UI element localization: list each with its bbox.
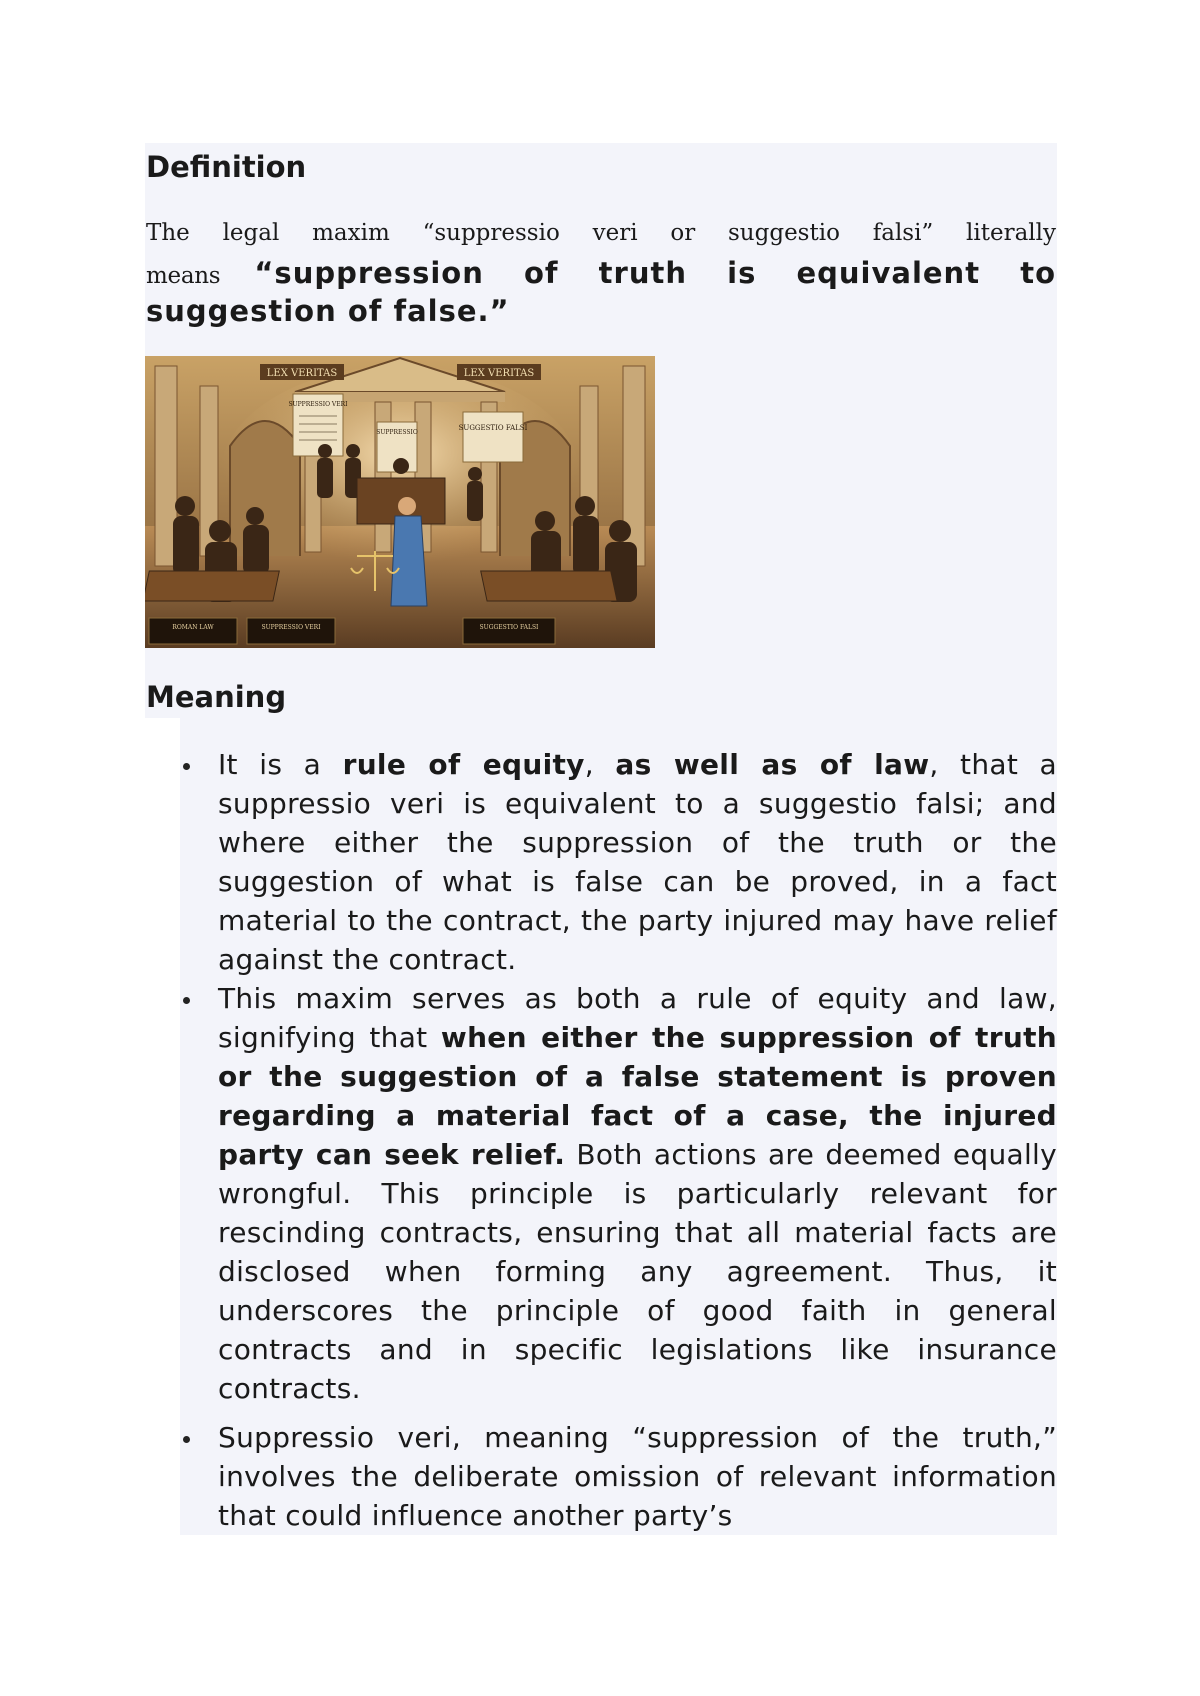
plaque-right: SUGGESTIO FALSI: [479, 624, 539, 631]
definition-quote-part-2: suggestion of false.”: [146, 294, 510, 328]
bullet-icon: [183, 763, 190, 770]
definition-heading: Definition: [146, 150, 307, 184]
bullet2-bold-1: when either the suppression of truth or the suggestion of a false statement is proven regarding a material fact of a case, the injured party can seek relief.: [218, 1021, 1057, 1171]
definition-paragraph: [146, 220, 1056, 334]
scroll-left-title: SUPPRESSIO VERI: [288, 401, 348, 408]
bullet1-bold-2: as well as of law: [615, 748, 930, 781]
list-item: [180, 1418, 1057, 1535]
plaque-center: SUPPRESSIO VERI: [261, 624, 321, 631]
bullet-icon: [183, 997, 190, 1004]
meaning-heading: Meaning: [146, 680, 287, 714]
bullet1-text-3: , that a suppressio veri is equivalent to a suggestio falsi; and where either the suppression of the truth or the suggestion of what is false can be proved, in a fact material to the contract, the party injured may have relief against the contract.: [218, 748, 1058, 976]
scroll-center: SUPPRESSIO: [376, 429, 418, 436]
bullet1-text-2: ,: [584, 748, 616, 781]
bullet2-text-2: Both actions are deemed equally wrongful. This principle is particularly relevant for rescinding contracts, ensuring that all material facts are disclosed when forming any agreement. Thus, it underscores the principle of good faith in general contracts and in specific legislations like insurance contracts.: [218, 1138, 1057, 1405]
bullet2-text-1: This maxim serves as both a rule of equity and law, signifying that: [218, 982, 1057, 1054]
definition-means: means: [146, 263, 221, 289]
list-item: [180, 979, 1057, 1408]
definition-line-1: The legal maxim “suppressio veri or suggestio falsi” literally: [146, 220, 1056, 246]
bullet1-text-1: It is a: [218, 748, 343, 781]
meaning-list: [180, 745, 1057, 1535]
list-item: [180, 745, 1057, 979]
definition-quote-part-1: “suppression of truth is equivalent to: [254, 256, 1056, 290]
bullet-icon: [183, 1436, 190, 1443]
scroll-right-title: SUGGESTIO FALSI: [458, 424, 528, 432]
definition-line-3: [146, 294, 1056, 334]
banner-left: LEX VERITAS: [266, 368, 338, 379]
definition-line-2: [146, 256, 1056, 294]
roman-court-illustration-svg: [145, 356, 655, 648]
roman-court-illustration: [145, 356, 655, 648]
bullet3-text-1: Suppressio veri, meaning “suppression of the truth,” involves the deliberate omission of relevant information that could influence another party’s: [218, 1421, 1057, 1532]
plaque-left: ROMAN LAW: [172, 624, 214, 631]
banner-right: LEX VERITAS: [463, 368, 535, 379]
bullet1-bold-1: rule of equity: [342, 748, 585, 781]
